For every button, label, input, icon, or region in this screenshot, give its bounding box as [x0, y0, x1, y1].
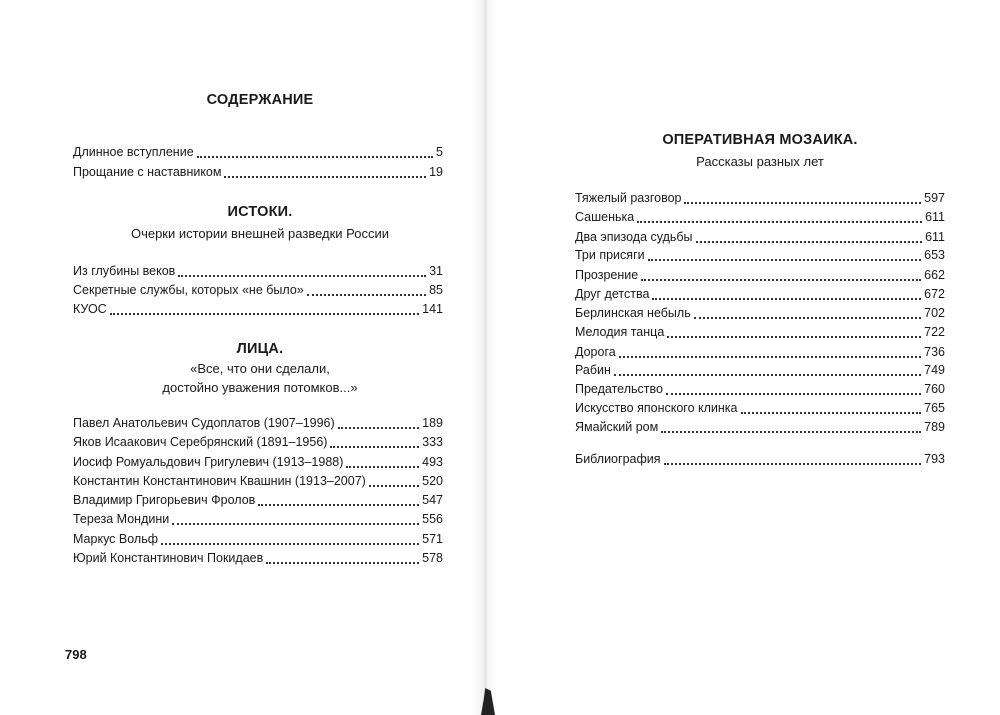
- toc-entry-title: Тяжелый разговор: [575, 191, 682, 205]
- dot-leader: [696, 240, 923, 243]
- toc-entry-title: Иосиф Ромуальдович Григулевич (1913–1988): [73, 455, 344, 469]
- section-subtitle-litsa-line1: «Все, что они сделали,: [190, 361, 330, 376]
- toc-entry[interactable]: [575, 246, 945, 265]
- toc-entry-bibliography[interactable]: [575, 450, 945, 469]
- toc-entry-title: Владимир Григорьевич Фролов: [73, 493, 256, 507]
- toc-entry-title: КУОС: [73, 302, 107, 316]
- page-number: 798: [65, 647, 87, 662]
- section-subtitle-litsa-line2: достойно уважения потомков...»: [162, 380, 358, 395]
- section-subtitle-mozaika: Рассказы разных лет: [696, 154, 824, 169]
- dot-leader: [369, 484, 419, 487]
- toc-entry[interactable]: [73, 163, 443, 182]
- contents-heading: СОДЕРЖАНИЕ: [206, 92, 314, 108]
- dot-leader: [664, 462, 922, 465]
- dot-leader: [648, 258, 922, 261]
- toc-entry[interactable]: [575, 208, 945, 227]
- toc-entry-title: Константин Константинович Квашнин (1913–2007): [73, 474, 366, 488]
- toc-entry-page: 765: [924, 401, 945, 415]
- toc-entry[interactable]: [575, 343, 945, 362]
- dot-leader: [661, 430, 921, 433]
- toc-entry-page: 749: [924, 363, 945, 377]
- toc-entry-page: 672: [924, 287, 945, 301]
- toc-entry[interactable]: [575, 361, 945, 380]
- dot-leader: [619, 355, 921, 358]
- toc-entry-page: 189: [422, 416, 443, 430]
- dot-leader: [667, 335, 921, 338]
- toc-entry[interactable]: [575, 228, 945, 247]
- dot-leader: [258, 503, 419, 506]
- toc-entry-page: 333: [422, 435, 443, 449]
- toc-entry-title: Два эпизода судьбы: [575, 230, 693, 244]
- section-subtitle-istoki: Очерки истории внешней разведки России: [130, 226, 390, 241]
- toc-entry-title: Мелодия танца: [575, 325, 665, 339]
- toc-entry[interactable]: [575, 323, 945, 342]
- dot-leader: [172, 522, 419, 525]
- section-heading-istoki: ИСТОКИ.: [227, 204, 293, 220]
- toc-entry-title: Прощание с наставником: [73, 165, 222, 179]
- toc-entry[interactable]: [73, 414, 443, 433]
- toc-entry-page: 611: [925, 230, 945, 244]
- dot-leader: [614, 373, 921, 376]
- toc-entry[interactable]: [73, 510, 443, 529]
- toc-entry-title: Павел Анатольевич Судоплатов (1907–1996): [73, 416, 335, 430]
- toc-entry[interactable]: [575, 380, 945, 399]
- dot-leader: [161, 542, 419, 545]
- toc-entry-title: Тереза Мондини: [73, 512, 170, 526]
- dot-leader: [346, 465, 419, 468]
- toc-entry[interactable]: [575, 399, 945, 418]
- toc-entry-page: 85: [429, 283, 443, 297]
- dot-leader: [338, 426, 419, 429]
- toc-entry[interactable]: [575, 285, 945, 304]
- toc-entry[interactable]: [73, 472, 443, 491]
- toc-entry[interactable]: [73, 530, 443, 549]
- dot-leader: [641, 278, 921, 281]
- toc-entry[interactable]: [73, 300, 443, 319]
- toc-entry-title: Предательство: [575, 382, 663, 396]
- toc-entry-title: Искусство японского клинка: [575, 401, 738, 415]
- toc-entry-title: Маркус Вольф: [73, 532, 159, 546]
- toc-entry[interactable]: [575, 304, 945, 323]
- toc-entry-page: 571: [422, 532, 443, 546]
- dot-leader: [224, 175, 426, 178]
- toc-entry-title: Яков Исаакович Серебрянский (1891–1956): [73, 435, 328, 449]
- toc-entry-title: Библиография: [575, 452, 661, 466]
- dot-leader: [197, 155, 433, 158]
- dot-leader: [110, 312, 419, 315]
- dot-leader: [684, 201, 921, 204]
- toc-entry[interactable]: [73, 262, 443, 281]
- toc-entry-page: 520: [422, 474, 443, 488]
- toc-entry-title: Друг детства: [575, 287, 650, 301]
- toc-entry-title: Рабин: [575, 363, 611, 377]
- toc-entry-page: 702: [924, 306, 945, 320]
- toc-entry[interactable]: [73, 491, 443, 510]
- dot-leader: [266, 561, 419, 564]
- toc-entry-title: Секретные службы, которых «не было»: [73, 283, 304, 297]
- toc-entry-title: Берлинская небыль: [575, 306, 691, 320]
- toc-entry-title: Прозрение: [575, 268, 639, 282]
- toc-entry-title: Юрий Константинович Покидаев: [73, 551, 264, 565]
- toc-entry-page: 760: [924, 382, 945, 396]
- toc-entry-page: 662: [924, 268, 945, 282]
- section-heading-mozaika: ОПЕРАТИВНАЯ МОЗАИКА.: [662, 132, 858, 148]
- toc-entry-title: Длинное вступление: [73, 145, 194, 159]
- toc-entry[interactable]: [575, 189, 945, 208]
- toc-entry-page: 653: [924, 248, 945, 262]
- toc-entry-page: 789: [924, 420, 945, 434]
- toc-entry-title: Сашенька: [575, 210, 635, 224]
- section-heading-litsa: ЛИЦА.: [236, 341, 284, 357]
- toc-entry-page: 19: [429, 165, 443, 179]
- toc-entry-page: 793: [924, 452, 945, 466]
- toc-entry-page: 578: [422, 551, 443, 565]
- toc-entry[interactable]: [73, 433, 443, 452]
- toc-entry-title: Дорога: [575, 345, 616, 359]
- toc-entry-page: 736: [924, 345, 945, 359]
- toc-entry-page: 611: [925, 210, 945, 224]
- toc-entry[interactable]: [73, 549, 443, 568]
- toc-entry[interactable]: [575, 266, 945, 285]
- dot-leader: [652, 297, 921, 300]
- left-page: [0, 0, 470, 715]
- toc-entry-page: 493: [422, 455, 443, 469]
- dot-leader: [307, 293, 426, 296]
- toc-entry-page: 556: [422, 512, 443, 526]
- right-page: [500, 0, 1000, 715]
- toc-entry[interactable]: [73, 453, 443, 472]
- dot-leader: [178, 274, 426, 277]
- toc-entry-title: Три присяги: [575, 248, 645, 262]
- toc-entry-title: Ямайский ром: [575, 420, 659, 434]
- dot-leader: [637, 220, 922, 223]
- toc-entry[interactable]: [575, 418, 945, 437]
- toc-entry-title: Из глубины веков: [73, 264, 176, 278]
- dot-leader: [741, 411, 922, 414]
- dot-leader: [666, 392, 921, 395]
- toc-entry-page: 141: [422, 302, 443, 316]
- dot-leader: [694, 316, 921, 319]
- toc-entry-page: 722: [924, 325, 945, 339]
- toc-entry[interactable]: [73, 143, 443, 162]
- toc-entry[interactable]: [73, 281, 443, 300]
- toc-entry-page: 5: [436, 145, 443, 159]
- dot-leader: [330, 445, 419, 448]
- toc-entry-page: 597: [924, 191, 945, 205]
- toc-entry-page: 31: [429, 264, 443, 278]
- toc-entry-page: 547: [422, 493, 443, 507]
